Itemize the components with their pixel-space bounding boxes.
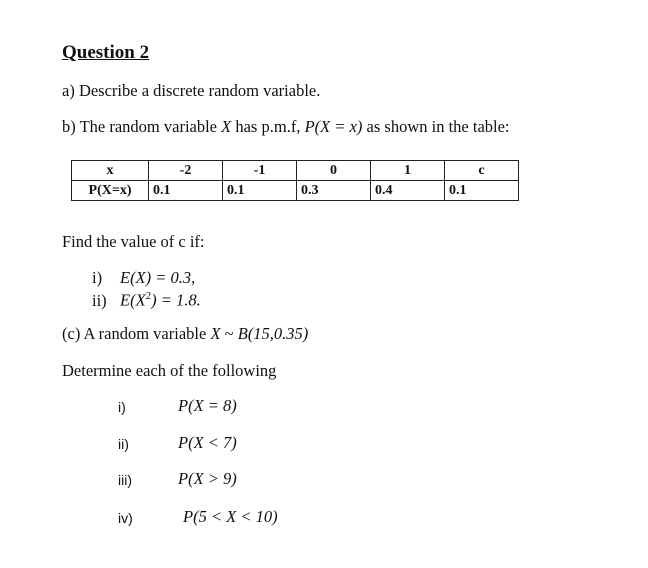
- item-num: i): [118, 399, 126, 415]
- table-cell-p-value: 0.4: [371, 181, 445, 201]
- table-cell-x-value: -1: [223, 161, 297, 181]
- part-b-prefix: b) The random variable: [62, 117, 222, 136]
- part-c-prefix: (c) A random variable: [62, 324, 211, 343]
- item-expr: P(X < 7): [178, 433, 237, 452]
- part-c-dist-symbol: ~: [220, 324, 238, 343]
- part-c-dist-expr: B(15,0.35): [237, 324, 309, 343]
- table-cell-x-value: -2: [149, 161, 223, 181]
- table-cell-p-value: 0.1: [149, 181, 223, 201]
- table-cell-p-value: 0.3: [297, 181, 371, 201]
- item-expr: P(X > 9): [178, 469, 237, 488]
- table-cell-p-label: P(X=x): [72, 181, 149, 201]
- item-num: ii): [118, 436, 129, 452]
- part-b-pmf-expr: P(X = x): [304, 117, 363, 136]
- part-b-var: X: [221, 117, 232, 136]
- part-a-text: a) Describe a discrete random variable.: [62, 81, 321, 100]
- condition-expr: E(X) = 0.3,: [120, 268, 196, 287]
- table-cell-x-value: c: [445, 161, 519, 181]
- condition-i: [92, 268, 195, 288]
- condition-expr: E(X: [120, 290, 146, 310]
- table-cell-x-value: 0: [297, 161, 371, 181]
- item-expr: P(5 < X < 10): [183, 507, 278, 526]
- determine-text: Determine each of the following: [62, 361, 277, 380]
- part-c-text: [62, 324, 308, 344]
- pmf-table: [71, 160, 519, 201]
- table-row-p: [72, 181, 519, 201]
- part-c-var: X: [210, 324, 221, 343]
- table-cell-p-value: 0.1: [445, 181, 519, 201]
- find-text: Find the value of c if:: [62, 232, 205, 251]
- condition-num: ii): [92, 290, 107, 310]
- item-expr: P(X = 8): [178, 396, 237, 415]
- condition-expr-tail: ) = 1.8.: [151, 290, 201, 310]
- item-num: iv): [118, 510, 133, 526]
- condition-ii: [92, 290, 201, 311]
- part-b-middle: has p.m.f,: [231, 117, 305, 136]
- part-b-suffix: as shown in the table:: [362, 117, 510, 136]
- table-row-x: [72, 161, 519, 181]
- question-heading: Question 2: [62, 42, 150, 63]
- table-cell-x-value: 1: [371, 161, 445, 181]
- part-b-text: [62, 117, 510, 137]
- table-cell-x-label: x: [72, 161, 149, 181]
- item-num: iii): [118, 472, 132, 488]
- condition-num: i): [92, 268, 103, 287]
- table-cell-p-value: 0.1: [223, 181, 297, 201]
- condition-superscript: 2: [145, 290, 152, 302]
